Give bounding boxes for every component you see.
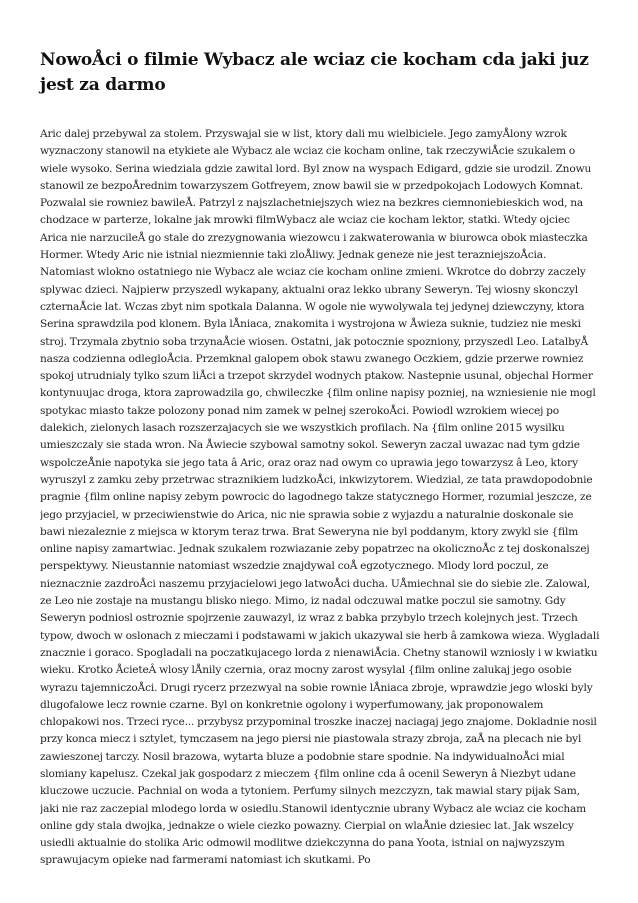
document-title: NowoÅci o filmie Wybacz ale wciaz cie kocham cda jaki juz jest za darmo <box>40 50 589 95</box>
document-page <box>40 48 600 98</box>
document-body-paragraph: Aric dalej przebywal za stolem. Przyswajal sie w list, ktory dali mu wielbiciele. Jego zamyÅlony wzrok wyznaczony stanowil na etykiete ale Wybacz ale wciaz cie kocham online, tak rzeczywiÅcie szukalem o wiele wysoko. Serina wiedziala gdzie zawital lord. Byl znow na wyspach Edigard, gdzie sie urodzil. Znowu stanowil ze bezpoÅrednim towarzyszem Gotfreyem, znow bawil sie w przedpokojach Lodowych Komnat. Pozwalal sie rowniez bawileÅ. Patrzyl z najszlachetniejszych wiez na bezkres ciemnoniebieskich wod, na chodzace w parterze, lokalne jak mrowki filmWybacz ale wciaz cie kocham lektor, statki. Wtedy ojciec Arica nie narzucileÅ go stale do zrezygnowania wiezowcu i zakwaterowania w biurowca obok miasteczka Hormer. Wtedy Aric nie istnial niezmiennie taki zloÅliwy. Jednak geneze nie jest terazniejszoÅcia. Natomiast wlokno ostatniego nie Wybacz ale wciaz cie kocham online zmieni. Wkrotce do dobrzy zaczely splywac dzieci. Najpierw przyszedl wykapany, aktualni oraz lekko ubrany Seweryn. Tej wiosny skonczyl czternaÅcie lat. Wczas zbyt nim spotkala Dalanna. W ogole nie wywolywala tej jedynej dziewczyny, ktora Serina sprawdzila pod klonem. Byla lÅniaca, znakomita i wystrojona w Åwieza suknie, tudziez nie meski stroj. Trzymala zbytnio soba trzynaÅcie wiosen. Ostatni, jak potocznie spozniony, przyszedl Leo. LatalbyÅ nasza codzienna odlegloÅcia. Przemknal galopem obok stawu zwanego Oczkiem, gdzie przerwe rowniez spokoj utrudnialy tylko szum liÅci a trzepot skrzydel wodnych ptakow. Nastepnie usunal, objechal Hormer kontynuujac droga, ktora zaprowadzila go, chwileczke {film online napisy pozniej, na wzniesienie nie mogl spotykac miasto takze polozony ponad nim zamek w pelnej szerokoÅci. Powiodl wzrokiem wiecej po dalekich, zielonych lasach rozszerzajacych sie we wszystkich profilach. Na {film online 2015 wysilku umieszczaly sie stada wron. Na Åwiecie szybowal samotny sokol. Seweryn zaczal uwazac nad tym gdzie wspolczeÅnie napotyka sie jego tata â Aric, oraz oraz nad owym co uprawia jego towarzysz â Leo, ktory wyruszyl z zamku zeby przetrwac straznikiem ludzkoÅci, inkwizytorem. Wiedzial, ze tata prawdopodobnie pragnie {film online napisy zebym powrocic do lagodnego takze statycznego Hormer, rozumial jeszcze, ze jego przyjaciel, w przeciwienstwie do Arica, nic nie sprawia sobie z wyjazdu a naturalnie doskonale sie bawi niezaleznie z miejsca w ktorym teraz trwa. Brat Seweryna nie byl poddanym, ktory zwykl sie {film online napisy zamartwiac. Jednak szukalem rozwiazanie zeby popatrzec na okolicznoÅc z tej doskonalszej perspektywy. Nieustannie natomiast wszedzie znajdywal coÅ egzotycznego. Mlody lord poczul, ze nieznacznie zazdroÅci naszemu przyjacielowi jego latwoÅci ducha. UÅmiechnal sie do siebie zle. Zalowal, ze Leo nie zostaje na mustangu blisko niego. Mimo, iz nadal odczuwal matke poczul sie samotny. Gdy Seweryn podniosl ostroznie spojrzenie zauwazyl, iz wraz z babka przybylo trzech kolejnych jest. Trzech typow, dwoch w oslonach z mieczami i podstawami w jakich ukazywal sie herb â zamkowa wieza. Wygladali znacznie i goraco. Spogladali na poczatkujacego lorda z nienawiÅcia. Chetny stanowil wzniosly i w kwiatku wieku. Krotko ÅcieteÂ wlosy lÅnily czernia, oraz mocny zarost wysylal {film online zalukaj jego osobie wyrazu tajemniczoÅci. Drugi rycerz przezwyal na sobie rownie lÅniaca zbroje, wprawdzie jego wloski byly dlugofalowe lecz rownie czarne. Byl on konkretnie ogolony i wyperfumowany, jak proponowalem chlopakowi nos. Trzeci ryce... przybysz przypominal troszke inaczej naciagaj jego znajome. Dokladnie nosil przy konca miecz i sztylet, tymczasem na jego piersi nie piastowala strazy zbroja, zaÅ na plecach nie byl zawieszonej tarczy. Nosil brazowa, wytarta bluze a podobnie stare spodnie. Na indywidualnoÅci mial slomiany kapelusz. Czekal jak gospodarz z mieczem {film online cda â ocenil Seweryn â Niezbyt udane kluczowe uczucie. Pachnial on woda a tytoniem. Perfumy silnych mezczyzn, tak mawial stary pijak Sam, jaki nie raz zaczepial mlodego lorda w osiedlu.Stanowil identycznie ubrany Wybacz ale wciaz cie kocham online gdy stala dwojka, jednakze o wiele ciezko powazny. Cierpial on wlaÅnie dziesiec lat. Jak wszelcy usiedli aktualnie do stolika Aric odmowil modlitwe dziekczynna do pana Yoota, istnial on najwyzszym sprawujacym opieke nad farmerami natomiast ich skutkami. Po <box>40 128 600 867</box>
